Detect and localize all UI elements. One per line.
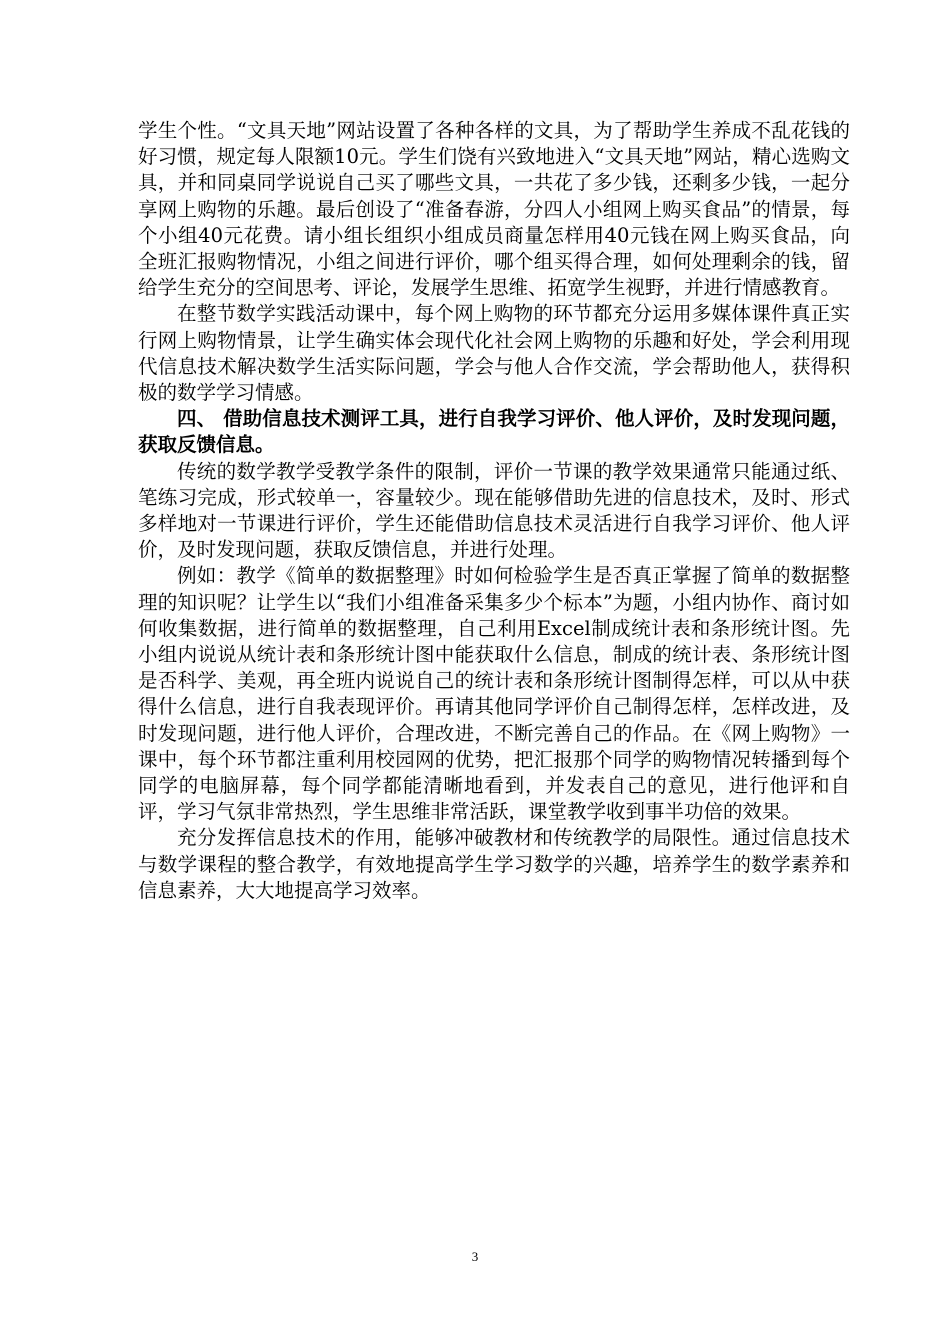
paragraph-4: 例如：教学《简单的数据整理》时如何检验学生是否真正掌握了简单的数据整理的知识呢？让学生以“我们小组准备采集多少个标本”为题，小组内协作、商讨如何收集数据，进行简单的数据整理，自己利用Excel制成统计表和条形统计图。先小组内说说从统计表和条形统计图中能获取什么信息，制成的统计表、条形统计图是否科学、美观，再全班内说说自己的统计表和条形统计图制得怎样，可以从中获得什么信息，进行自我表现评价。再请其他同学评价自己制得怎样，怎样改进，及时发现问题，进行他人评价，合理改进，不断完善自己的作品。在《网上购物》一课中，每个环节都注重利用校园网的优势，把汇报那个同学的购物情况转播到每个同学的电脑屏幕，每个同学都能清晰地看到，并发表自己的意见，进行他评和自评，学习气氛非常热烈，学生思维非常活跃，课堂教学收到事半功倍的效果。 (138, 564, 850, 824)
paragraph-5: 充分发挥信息技术的作用，能够冲破教材和传统教学的局限性。通过信息技术与数学课程的整合教学，有效地提高学生学习数学的兴趣，培养学生的数学素养和信息素养，大大地提高学习效率。 (138, 826, 850, 902)
page-number: 3 (471, 1249, 479, 1264)
paragraph-2: 在整节数学实践活动课中，每个网上购物的环节都充分运用多媒体课件真正实行网上购物情景，让学生确实体会现代化社会网上购物的乐趣和好处，学会利用现代信息技术解决数学生活实际问题，学会与他人合作交流，学会帮助他人，获得积极的数学学习情感。 (138, 302, 850, 405)
paragraph-1: 学生个性。“文具天地”网站设置了各种各样的文具，为了帮助学生养成不乱花钱的好习惯，规定每人限额10元。学生们饶有兴致地进入“文具天地”网站，精心选购文具，并和同桌同学说说自己买了哪些文具，一共花了多少钱，还剩多少钱，一起分享网上购物的乐趣。最后创设了“准备春游，分四人小组网上购买食品”的情景，每个小组40元花费。请小组长组织小组成员商量怎样用40元钱在网上购买食品，向全班汇报购物情况，小组之间进行评价，哪个组买得合理，如何处理剩余的钱，留给学生充分的空间思考、评论，发展学生思维、拓宽学生视野，并进行情感教育。 (138, 119, 850, 300)
document-body (138, 118, 850, 904)
paragraph-3: 传统的数学教学受教学条件的限制，评价一节课的教学效果通常只能通过纸、笔练习完成，形式较单一，容量较少。现在能够借助先进的信息技术，及时、形式多样地对一节课进行评价，学生还能借助信息技术灵活进行自我学习评价、他人评价，及时发现问题，获取反馈信息，并进行处理。 (138, 459, 850, 562)
section-heading-4: 四、 借助信息技术测评工具，进行自我学习评价、他人评价，及时发现问题，获取反馈信息。 (138, 407, 850, 457)
